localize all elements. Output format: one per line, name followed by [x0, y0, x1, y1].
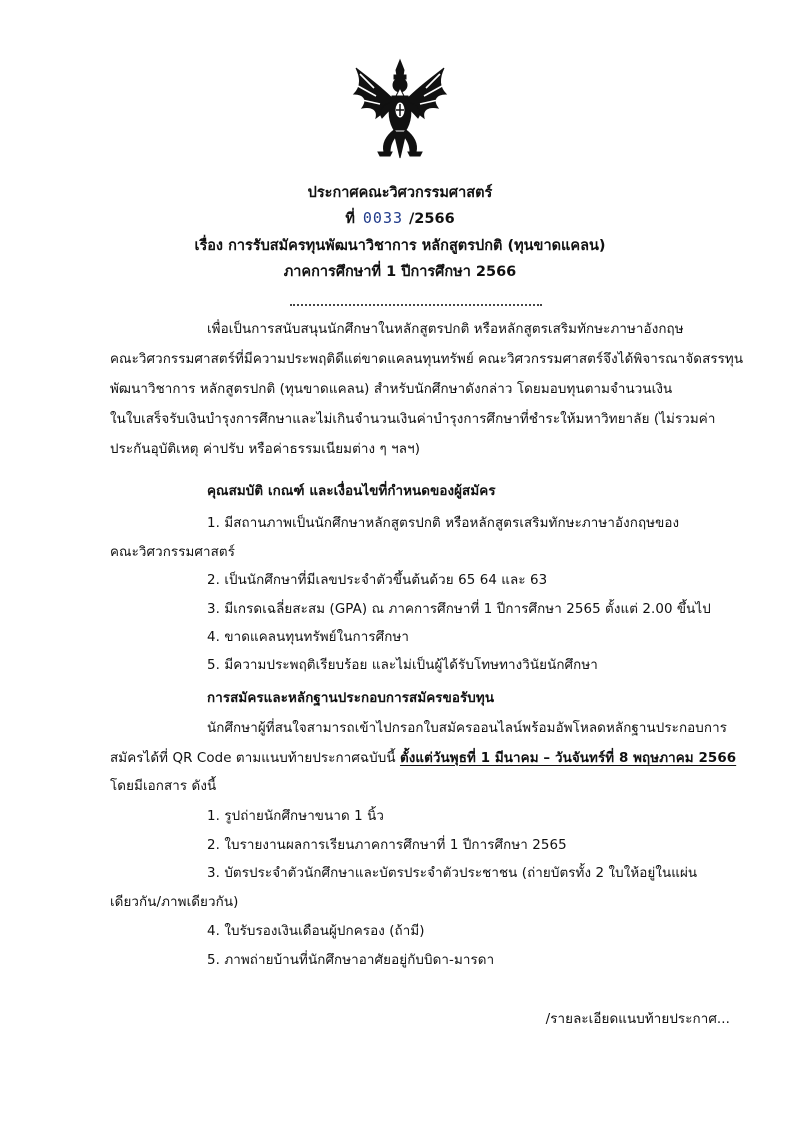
qualification-item-1-cont: คณะวิศวกรรมศาสตร์ — [110, 545, 236, 560]
intro-line-1: เพื่อเป็นการสนับสนุนนักศึกษาในหลักสูตรปกติ หรือหลักสูตรเสริมทักษะภาษาอังกฤษ — [207, 322, 684, 337]
application-para-2 — [110, 749, 736, 769]
qualification-item-5: 5. มีความประพฤติเรียบร้อย และไม่เป็นผู้ได้รับโทษทางวินัยนักศึกษา — [207, 658, 598, 673]
intro-line-4: ในใบเสร็จรับเงินบำรุงการศึกษาและไม่เกินจำนวนเงินค่าบำรุงการศึกษาที่ชำระให้มหาวิทยาลัย (ไม่รวมค่า — [110, 412, 716, 427]
application-heading: การสมัครและหลักฐานประกอบการสมัครขอรับทุน — [207, 691, 495, 706]
document-item-3: 3. บัตรประจำตัวนักศึกษาและบัตรประจำตัวประชาชน (ถ่ายบัตรทั้ง 2 ใบให้อยู่ในแผ่น — [207, 866, 698, 881]
document-item-3-cont: เดียวกัน/ภาพเดียวกัน) — [110, 895, 239, 910]
qualification-item-3: 3. มีเกรดเฉลี่ยสะสม (GPA) ณ ภาคการศึกษาที่ 1 ปีการศึกษา 2565 ตั้งแต่ 2.00 ขึ้นไป — [207, 602, 711, 617]
announcement-number — [0, 208, 800, 229]
application-para-1: นักศึกษาผู้ที่สนใจสามารถเข้าไปกรอกใบสมัครออนไลน์พร้อมอัพโหลดหลักฐานประกอบการ — [207, 721, 728, 736]
number-label: ที่ — [345, 211, 355, 227]
header-divider — [290, 304, 542, 306]
announcement-title: ประกาศคณะวิศวกรรมศาสตร์ — [307, 185, 493, 201]
announcement-subject: เรื่อง การรับสมัครทุนพัฒนาวิชาการ หลักสูตรปกติ (ทุนขาดแคลน) — [194, 238, 606, 254]
continued-note: /รายละเอียดแนบท้ายประกาศ... — [545, 1012, 730, 1027]
application-para-3: โดยมีเอกสาร ดังนี้ — [110, 779, 217, 794]
document-item-5: 5. ภาพถ่ายบ้านที่นักศึกษาอาศัยอยู่กับบิดา-มารดา — [207, 953, 495, 968]
intro-line-2: คณะวิศวกรรมศาสตร์ที่มีความประพฤติดีแต่ขาดแคลนทุนทรัพย์ คณะวิศวกรรมศาสตร์จึงได้พิจารณาจัดสรรทุน — [110, 352, 744, 367]
handwritten-number: 0033 — [362, 209, 404, 227]
qualifications-heading: คุณสมบัติ เกณฑ์ และเงื่อนไขที่กำหนดของผู้สมัคร — [207, 484, 496, 499]
intro-line-3: พัฒนาวิชาการ หลักสูตรปกติ (ทุนขาดแคลน) สำหรับนักศึกษาดังกล่าว โดยมอบทุนตามจำนวนเงิน — [110, 382, 673, 397]
number-year: /2566 — [409, 211, 455, 227]
qualification-item-2: 2. เป็นนักศึกษาที่มีเลขประจำตัวขึ้นต้นด้วย 65 64 และ 63 — [207, 573, 548, 588]
document-item-1: 1. รูปถ่ายนักศึกษาขนาด 1 นิ้ว — [207, 809, 384, 824]
qualification-item-1: 1. มีสถานภาพเป็นนักศึกษาหลักสูตรปกติ หรือหลักสูตรเสริมทักษะภาษาอังกฤษของ — [207, 516, 680, 531]
qualification-item-4: 4. ขาดแคลนทุนทรัพย์ในการศึกษา — [207, 630, 409, 645]
application-para-2-text: สมัครได้ที่ QR Code ตามแนบท้ายประกาศฉบับนี้ — [110, 751, 400, 766]
garuda-emblem-icon — [352, 58, 448, 160]
intro-line-5: ประกันอุบัติเหตุ ค่าปรับ หรือค่าธรรมเนียมต่าง ๆ ฯลฯ) — [110, 442, 421, 457]
announcement-term: ภาคการศึกษาที่ 1 ปีการศึกษา 2566 — [283, 264, 517, 280]
document-item-4: 4. ใบรับรองเงินเดือนผู้ปกครอง (ถ้ามี) — [207, 924, 425, 939]
document-item-2: 2. ใบรายงานผลการเรียนภาคการศึกษาที่ 1 ปีการศึกษา 2565 — [207, 838, 567, 853]
application-period: ตั้งแต่วันพุธที่ 1 มีนาคม – วันจันทร์ที่ 8 พฤษภาคม 2566 — [399, 751, 737, 766]
